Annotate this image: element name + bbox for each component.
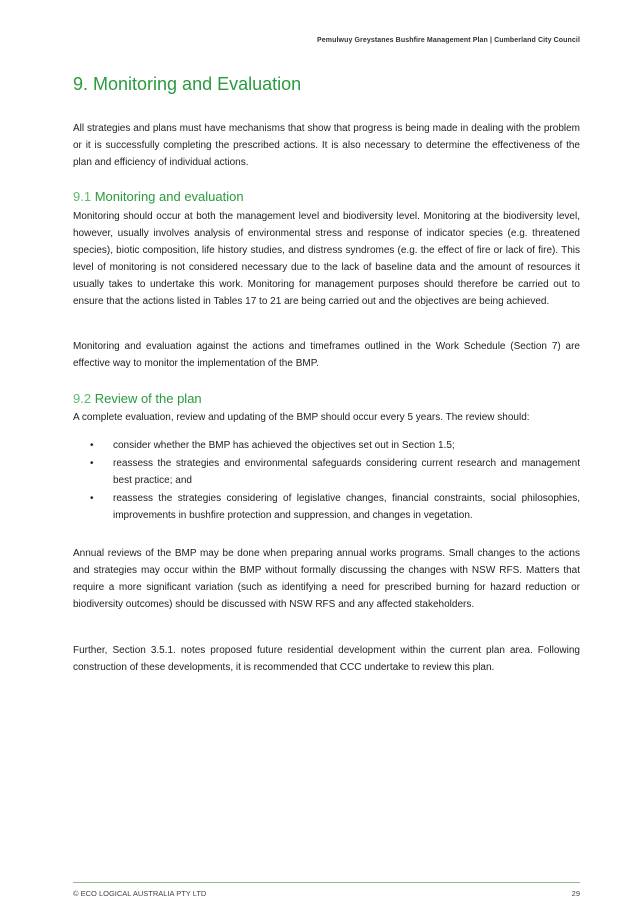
- review-intro: A complete evaluation, review and updating of the BMP should occur every 5 years. The review should:: [73, 412, 530, 423]
- subsection-number: 9.1: [73, 189, 92, 204]
- list-item: • reassess the strategies and environmental safeguards considering current research and management best practice; and: [73, 455, 580, 489]
- review-bullet-list: [73, 437, 580, 525]
- list-item: • reassess the strategies considering of legislative changes, financial constraints, social philosophies, improvements in bushfire protection and suppression, and changes in vegetation.: [73, 490, 580, 524]
- review-paragraph-1: Annual reviews of the BMP may be done when preparing annual works programs. Small changes to the actions and strategies may occur within the BMP without formally discussing the changes with NSW RFS. Matters that require a more significant variation (such as identifying a need for prescribed burning for hazard reduction or biodiversity outcomes) should be discussed with NSW RFS and any affected stakeholders.: [73, 548, 580, 610]
- section-intro: All strategies and plans must have mechanisms that show that progress is being made in dealing with the problem or it is successfully completing the prescribed actions. It is also necessary to determine the effectiveness of the plan and efficiency of individual actions.: [73, 123, 580, 168]
- subsection-number: 9.2: [73, 391, 92, 406]
- footer-rule: [73, 882, 580, 883]
- running-header: Pemulwuy Greystanes Bushfire Management Plan | Cumberland City Council: [317, 37, 580, 44]
- section-title: 9. Monitoring and Evaluation: [73, 74, 302, 94]
- list-item: • consider whether the BMP has achieved the objectives set out in Section 1.5;: [73, 437, 580, 454]
- bullet-icon: •: [90, 458, 94, 469]
- bullet-icon: •: [90, 493, 94, 504]
- subsection-title: Review of the plan: [94, 391, 202, 406]
- page-number: 29: [571, 889, 580, 898]
- monitoring-paragraph-1: Monitoring should occur at both the management level and biodiversity level. Monitoring at the biodiversity level, however, usually involves analysis of environmental stress and response of indicator species (e.g. threatened species), biotic composition, life history studies, and distress syndromes (e.g. the effect of fire or lack of fire). This level of monitoring is not considered necessary due to the lack of baseline data and the amount of resources it usually takes to undertake this work. Monitoring for management purposes should therefore be carried out to ensure that the actions listed in Tables 17 to 21 are being carried out and the objectives are being achieved.: [73, 211, 580, 307]
- footer-copyright: © ECO LOGICAL AUSTRALIA PTY LTD: [73, 889, 207, 898]
- review-paragraph-2: Further, Section 3.5.1. notes proposed future residential development within the current plan area. Following construction of these developments, it is recommended that CCC undertake to review this plan.: [73, 645, 580, 673]
- subsection-heading-review: [73, 391, 202, 406]
- subsection-heading-monitoring: [73, 189, 244, 204]
- monitoring-paragraph-2: Monitoring and evaluation against the actions and timeframes outlined in the Work Schedule (Section 7) are effective way to monitor the implementation of the BMP.: [73, 341, 580, 369]
- bullet-icon: •: [90, 440, 94, 451]
- subsection-title: Monitoring and evaluation: [94, 189, 244, 204]
